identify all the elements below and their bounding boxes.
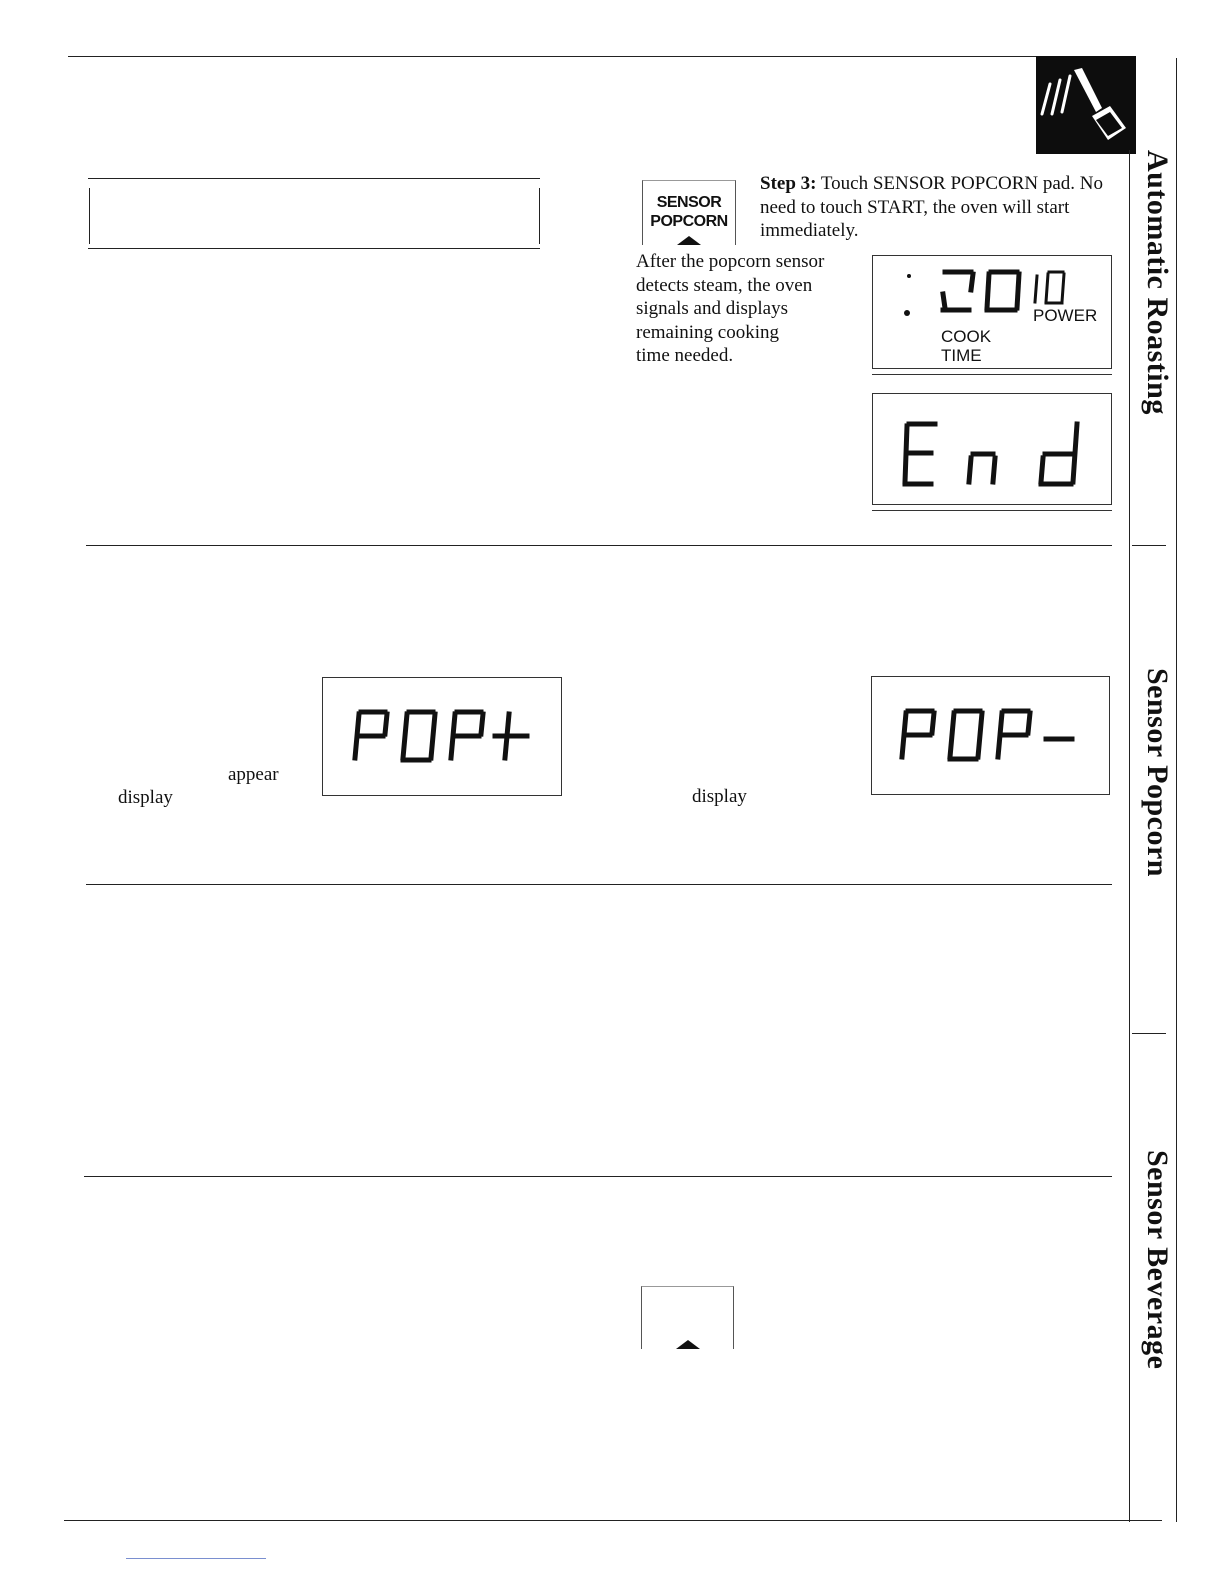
power-label: POWER	[1033, 306, 1098, 325]
pop-minus-display	[871, 676, 1110, 795]
display-fragment-right: display	[692, 786, 747, 807]
after-steam-text: After the popcorn sensor detects steam, the oven signals and displays remaining cooking time needed.	[636, 251, 825, 366]
time-label: TIME	[941, 346, 982, 365]
step3-text: Touch SENSOR POPCORN pad. No need to touch START, the oven will start immediately.	[760, 173, 1104, 241]
tab-left-rule	[1129, 150, 1130, 1522]
tab-automatic-roasting: Automatic Roasting	[1141, 150, 1174, 415]
end-display	[872, 393, 1112, 505]
empty-box-left	[89, 188, 90, 244]
cook-label: COOK	[941, 327, 992, 346]
display-underline	[872, 374, 1112, 375]
tab-sensor-popcorn: Sensor Popcorn	[1141, 668, 1174, 877]
empty-box-right	[539, 188, 540, 244]
bottom-rule	[64, 1520, 1162, 1521]
pad-indicator-triangle-icon	[677, 236, 701, 245]
bottom-accent-line	[126, 1558, 266, 1559]
sensor-popcorn-pad[interactable]	[642, 180, 736, 245]
appear-fragment: appear	[228, 764, 279, 785]
display-underline	[872, 510, 1112, 511]
empty-box-bottom	[88, 248, 540, 249]
section-rule	[86, 884, 1112, 885]
tab-divider	[1132, 545, 1166, 546]
empty-box-top	[88, 178, 540, 179]
display-fragment-left: display	[118, 787, 173, 808]
tab-sensor-beverage: Sensor Beverage	[1141, 1150, 1174, 1370]
section-rule	[86, 545, 1112, 546]
cook-time-display	[872, 255, 1112, 369]
pad-indicator-triangle-icon	[676, 1340, 700, 1349]
pad-label-line2: POPCORN	[650, 213, 728, 230]
step3-instruction	[760, 172, 1120, 243]
touch-hand-icon	[1036, 56, 1136, 154]
tab-divider	[1132, 1033, 1166, 1034]
top-rule	[68, 56, 1134, 57]
section-rule	[84, 1176, 1112, 1177]
pop-plus-display	[322, 677, 562, 796]
pop-minus-segment-text	[872, 677, 1111, 796]
end-segment-text	[873, 394, 1113, 506]
step3-label: Step 3:	[760, 173, 817, 194]
blank-touch-pad[interactable]	[641, 1286, 734, 1349]
pad-label-line1: SENSOR	[656, 194, 722, 211]
pop-plus-segment-text	[323, 678, 563, 797]
